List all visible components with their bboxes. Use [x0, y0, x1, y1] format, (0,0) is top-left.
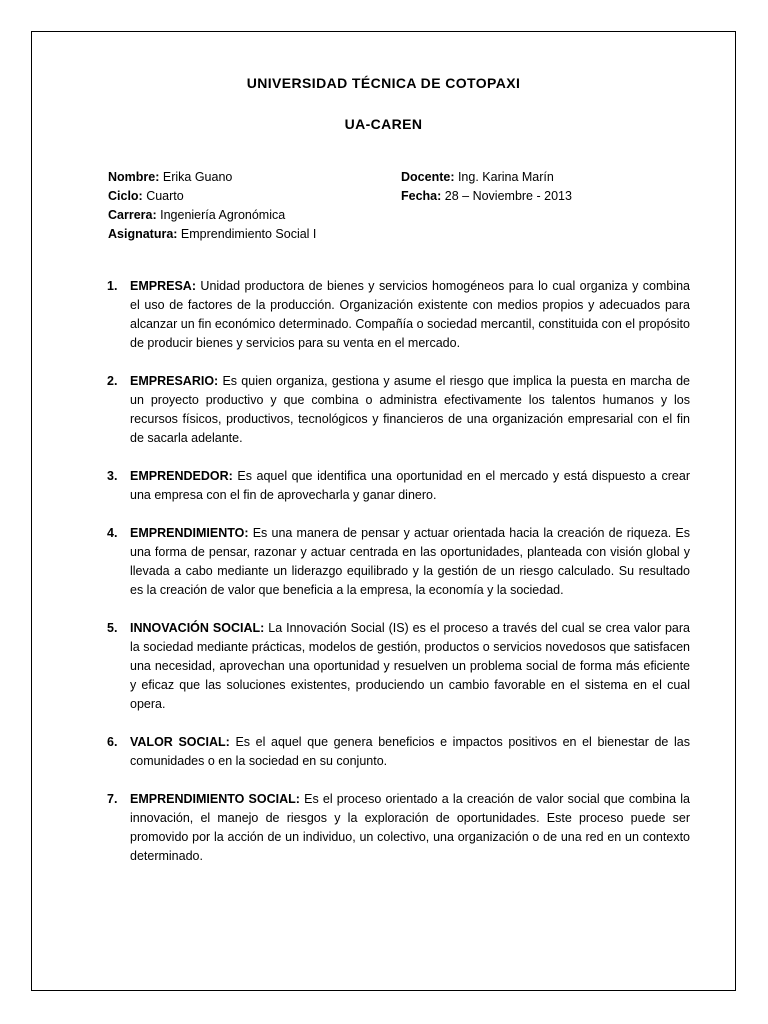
unit-title: UA-CAREN: [344, 116, 423, 132]
info-value: Emprendimiento Social I: [177, 227, 317, 241]
item-text: Es el proceso orientado a la creación de valor social que combina la innovación, el manejo de riesgos y la exploración de oportunidades. Este proceso puede ser promovido por la acción de un individuo, un colectivo, una organización o de una red en un contexto determinado.: [130, 792, 690, 863]
info-value: Ingeniería Agronómica: [156, 208, 286, 222]
item-term: INNOVACIÓN SOCIAL:: [130, 621, 265, 635]
definition-item: [107, 733, 690, 771]
item-term: EMPRESARIO:: [130, 374, 219, 388]
info-label: Nombre:: [108, 170, 160, 184]
info-value: 28 – Noviembre - 2013: [441, 189, 572, 203]
university-title: UNIVERSIDAD TÉCNICA DE COTOPAXI: [246, 75, 521, 91]
info-value: Erika Guano: [159, 170, 233, 184]
item-text: La Innovación Social (IS) es el proceso a través del cual se crea valor para la sociedad mediante prácticas, modelos de gestión, productos o servicios novedosos que satisfacen una necesidad, aprovechan una oportunidad y resuelven un problema social de forma más eficiente y eficaz que las soluciones existentes, produciendo un cambio favorable en el sistema en el cual opera.: [130, 621, 690, 711]
item-number: 1.: [107, 279, 118, 293]
item-text: Unidad productora de bienes y servicios homogéneos para lo cual organiza y combina el uso de factores de la producción. Organización existente con medios propios y adecuados para alcanzar un fin económico determinado. Compañía o sociedad mercantil, constituida con el propósito de producir bienes y servicios para su venta en el mercado.: [130, 279, 690, 350]
item-number: 7.: [107, 792, 118, 806]
item-number: 6.: [107, 735, 118, 749]
info-label: Ciclo:: [108, 189, 143, 203]
definition-item: [107, 467, 690, 505]
definition-item: [107, 277, 690, 353]
definitions-list: [107, 277, 690, 885]
info-row-asignatura: [108, 225, 316, 244]
info-label: Carrera:: [108, 208, 157, 222]
info-label: Fecha:: [401, 189, 442, 203]
item-number: 3.: [107, 469, 118, 483]
info-label: Asignatura:: [108, 227, 178, 241]
item-number: 4.: [107, 526, 118, 540]
item-term: EMPRENDIMIENTO:: [130, 526, 249, 540]
item-text: Es una manera de pensar y actuar orientada hacia la creación de riqueza. Es una forma de pensar, razonar y actuar centrada en las oportunidades, planteada con visión global y llevada a cabo mediante un liderazgo equilibrado y la gestión de un riesgo calculado. Su resultado es la creación de valor que beneficia a la empresa, la economía y la sociedad.: [130, 526, 690, 597]
info-row-ciclo: [108, 187, 316, 206]
item-number: 5.: [107, 621, 118, 635]
info-value: Cuarto: [142, 189, 184, 203]
item-term: EMPRENDEDOR:: [130, 469, 233, 483]
item-text: Es aquel que identifica una oportunidad en el mercado y está dispuesto a crear una empresa con el fin de aprovecharla y ganar dinero.: [130, 469, 690, 502]
info-row-fecha: [401, 187, 572, 206]
item-term: EMPRENDIMIENTO SOCIAL:: [130, 792, 300, 806]
definition-item: [107, 790, 690, 866]
info-row-nombre: [108, 168, 316, 187]
student-info: [108, 168, 316, 244]
info-row-carrera: [108, 206, 316, 225]
info-label: Docente:: [401, 170, 455, 184]
definition-item: [107, 372, 690, 448]
definition-item: [107, 619, 690, 714]
item-text: Es quien organiza, gestiona y asume el riesgo que implica la puesta en marcha de un proyecto productivo y que combina o administra efectivamente los talentos humanos y los recursos físicos, productivos, tecnológicos y financieros de una organización empresarial con el fin de sacarla adelante.: [130, 374, 690, 445]
document-page: [31, 31, 736, 991]
item-term: EMPRESA:: [130, 279, 196, 293]
info-row-docente: [401, 168, 572, 187]
teacher-info: [401, 168, 572, 206]
item-term: VALOR SOCIAL:: [130, 735, 230, 749]
definition-item: [107, 524, 690, 600]
item-number: 2.: [107, 374, 118, 388]
item-text: Es el aquel que genera beneficios e impactos positivos en el bienestar de las comunidades o en la sociedad en su conjunto.: [130, 735, 690, 768]
info-value: Ing. Karina Marín: [454, 170, 554, 184]
